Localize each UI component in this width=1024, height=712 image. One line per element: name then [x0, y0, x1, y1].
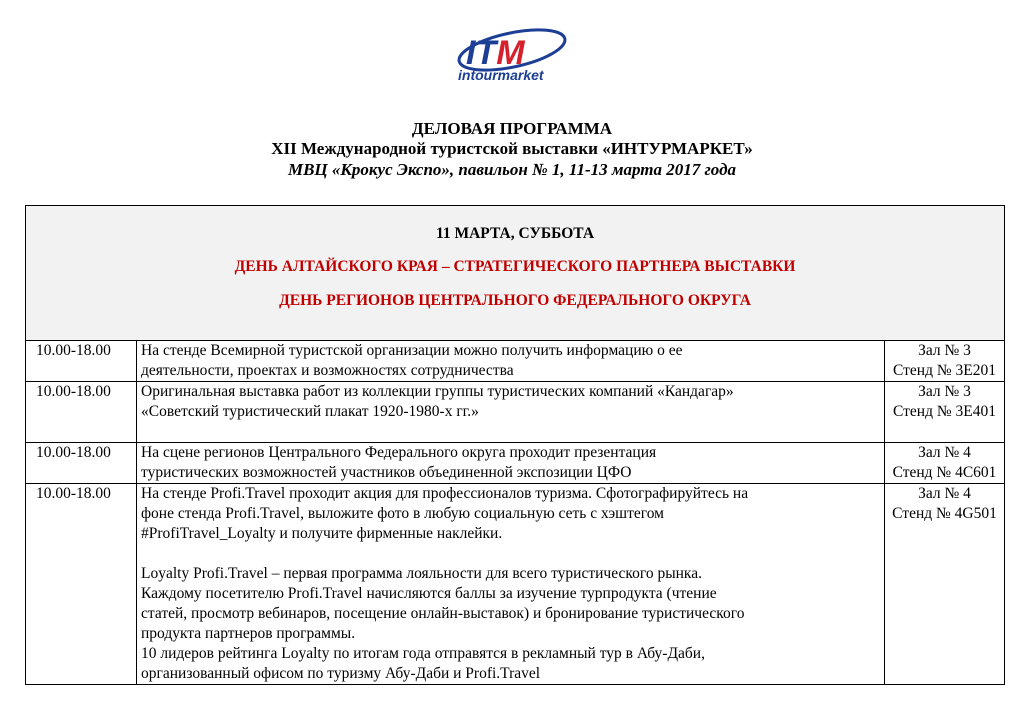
event-line: фоне стенда Profi.Travel, выложите фото в любую социальную сеть с хэштегом — [141, 505, 664, 522]
event-line: Loyalty Profi.Travel – первая программа лояльности для всего туристического рынка. — [141, 565, 702, 582]
event-line: 10 лидеров рейтинга Loyalty по итогам года отправятся в рекламный тур в Абу-Даби, — [141, 645, 705, 662]
event-description — [137, 484, 885, 685]
event-description — [137, 382, 885, 443]
venue-and-dates: МВЦ «Крокус Экспо», павильон № 1, 11-13 марта 2017 года — [287, 160, 737, 179]
table-row — [26, 443, 1005, 484]
row-spacer — [141, 422, 878, 442]
day-header — [26, 206, 1005, 341]
event-line: На стенде Всемирной туристской организации можно получить информацию о ее — [141, 342, 683, 359]
table-row — [26, 484, 1005, 685]
event-line: На сцене регионов Центрального Федерального округа проходит презентация — [141, 444, 657, 461]
event-line: #ProfiTravel_Loyalty и получите фирменные наклейки. — [141, 525, 503, 542]
program-title: ДЕЛОВАЯ ПРОГРАММА — [411, 119, 613, 138]
paragraph-gap — [141, 544, 878, 564]
event-line: Каждому посетителю Profi.Travel начисляются баллы за изучение турпродукта (чтение — [141, 585, 717, 602]
event-stand: Стенд № 3E201 — [893, 362, 996, 379]
event-time: 10.00-18.00 — [26, 443, 137, 484]
event-line: продукта партнеров программы. — [141, 625, 356, 642]
event-location — [885, 443, 1005, 484]
day-subtitle-altai: ДЕНЬ АЛТАЙСКОГО КРАЯ – СТРАТЕГИЧЕСКОГО ПАРТНЕРА ВЫСТАВКИ — [234, 258, 796, 275]
event-line: деятельности, проектах и возможностях сотрудничества — [141, 362, 514, 379]
event-time: 10.00-18.00 — [26, 382, 137, 443]
itm-logo — [452, 26, 584, 84]
day-subtitle-cfo: ДЕНЬ РЕГИОНОВ ЦЕНТРАЛЬНОГО ФЕДЕРАЛЬНОГО ОКРУГА — [279, 292, 751, 309]
table-row — [26, 341, 1005, 382]
event-stand: Стенд № 4G501 — [892, 505, 997, 522]
event-description — [137, 341, 885, 382]
event-line: статей, просмотр вебинаров, посещение онлайн-выставок) и бронирование туристического — [141, 605, 745, 622]
event-time: 10.00-18.00 — [26, 341, 137, 382]
event-location — [885, 341, 1005, 382]
event-hall: Зал № 3 — [918, 383, 971, 400]
event-hall: Зал № 4 — [918, 444, 971, 461]
event-time: 10.00-18.00 — [26, 484, 137, 685]
schedule-table — [25, 205, 1005, 685]
event-hall: Зал № 3 — [918, 342, 971, 359]
table-row — [26, 382, 1005, 443]
exhibition-name: XII Международной туристской выставки «ИНТУРМАРКЕТ» — [271, 139, 753, 158]
day-header-row — [26, 206, 1005, 341]
event-line: На стенде Profi.Travel проходит акция для профессионалов туризма. Сфотографируйтесь на — [141, 485, 749, 502]
event-line: туристических возможностей участников объединенной экспозиции ЦФО — [141, 464, 632, 481]
event-description — [137, 443, 885, 484]
event-line: организованный офисом по туризму Абу-Даби и Profi.Travel — [141, 665, 541, 682]
event-hall: Зал № 4 — [918, 485, 971, 502]
event-line: «Советский туристический плакат 1920-1980-х гг.» — [141, 403, 479, 420]
event-stand: Стенд № 4C601 — [892, 464, 997, 481]
event-stand: Стенд № 3E401 — [893, 403, 996, 420]
day-title: 11 МАРТА, СУББОТА — [435, 225, 595, 242]
logo-subtitle: intourmarket — [458, 67, 544, 83]
event-line: Оригинальная выставка работ из коллекции группы туристических компаний «Кандагар» — [141, 383, 734, 400]
event-location — [885, 484, 1005, 685]
event-location — [885, 382, 1005, 443]
logo-letters: ITM — [466, 34, 525, 72]
